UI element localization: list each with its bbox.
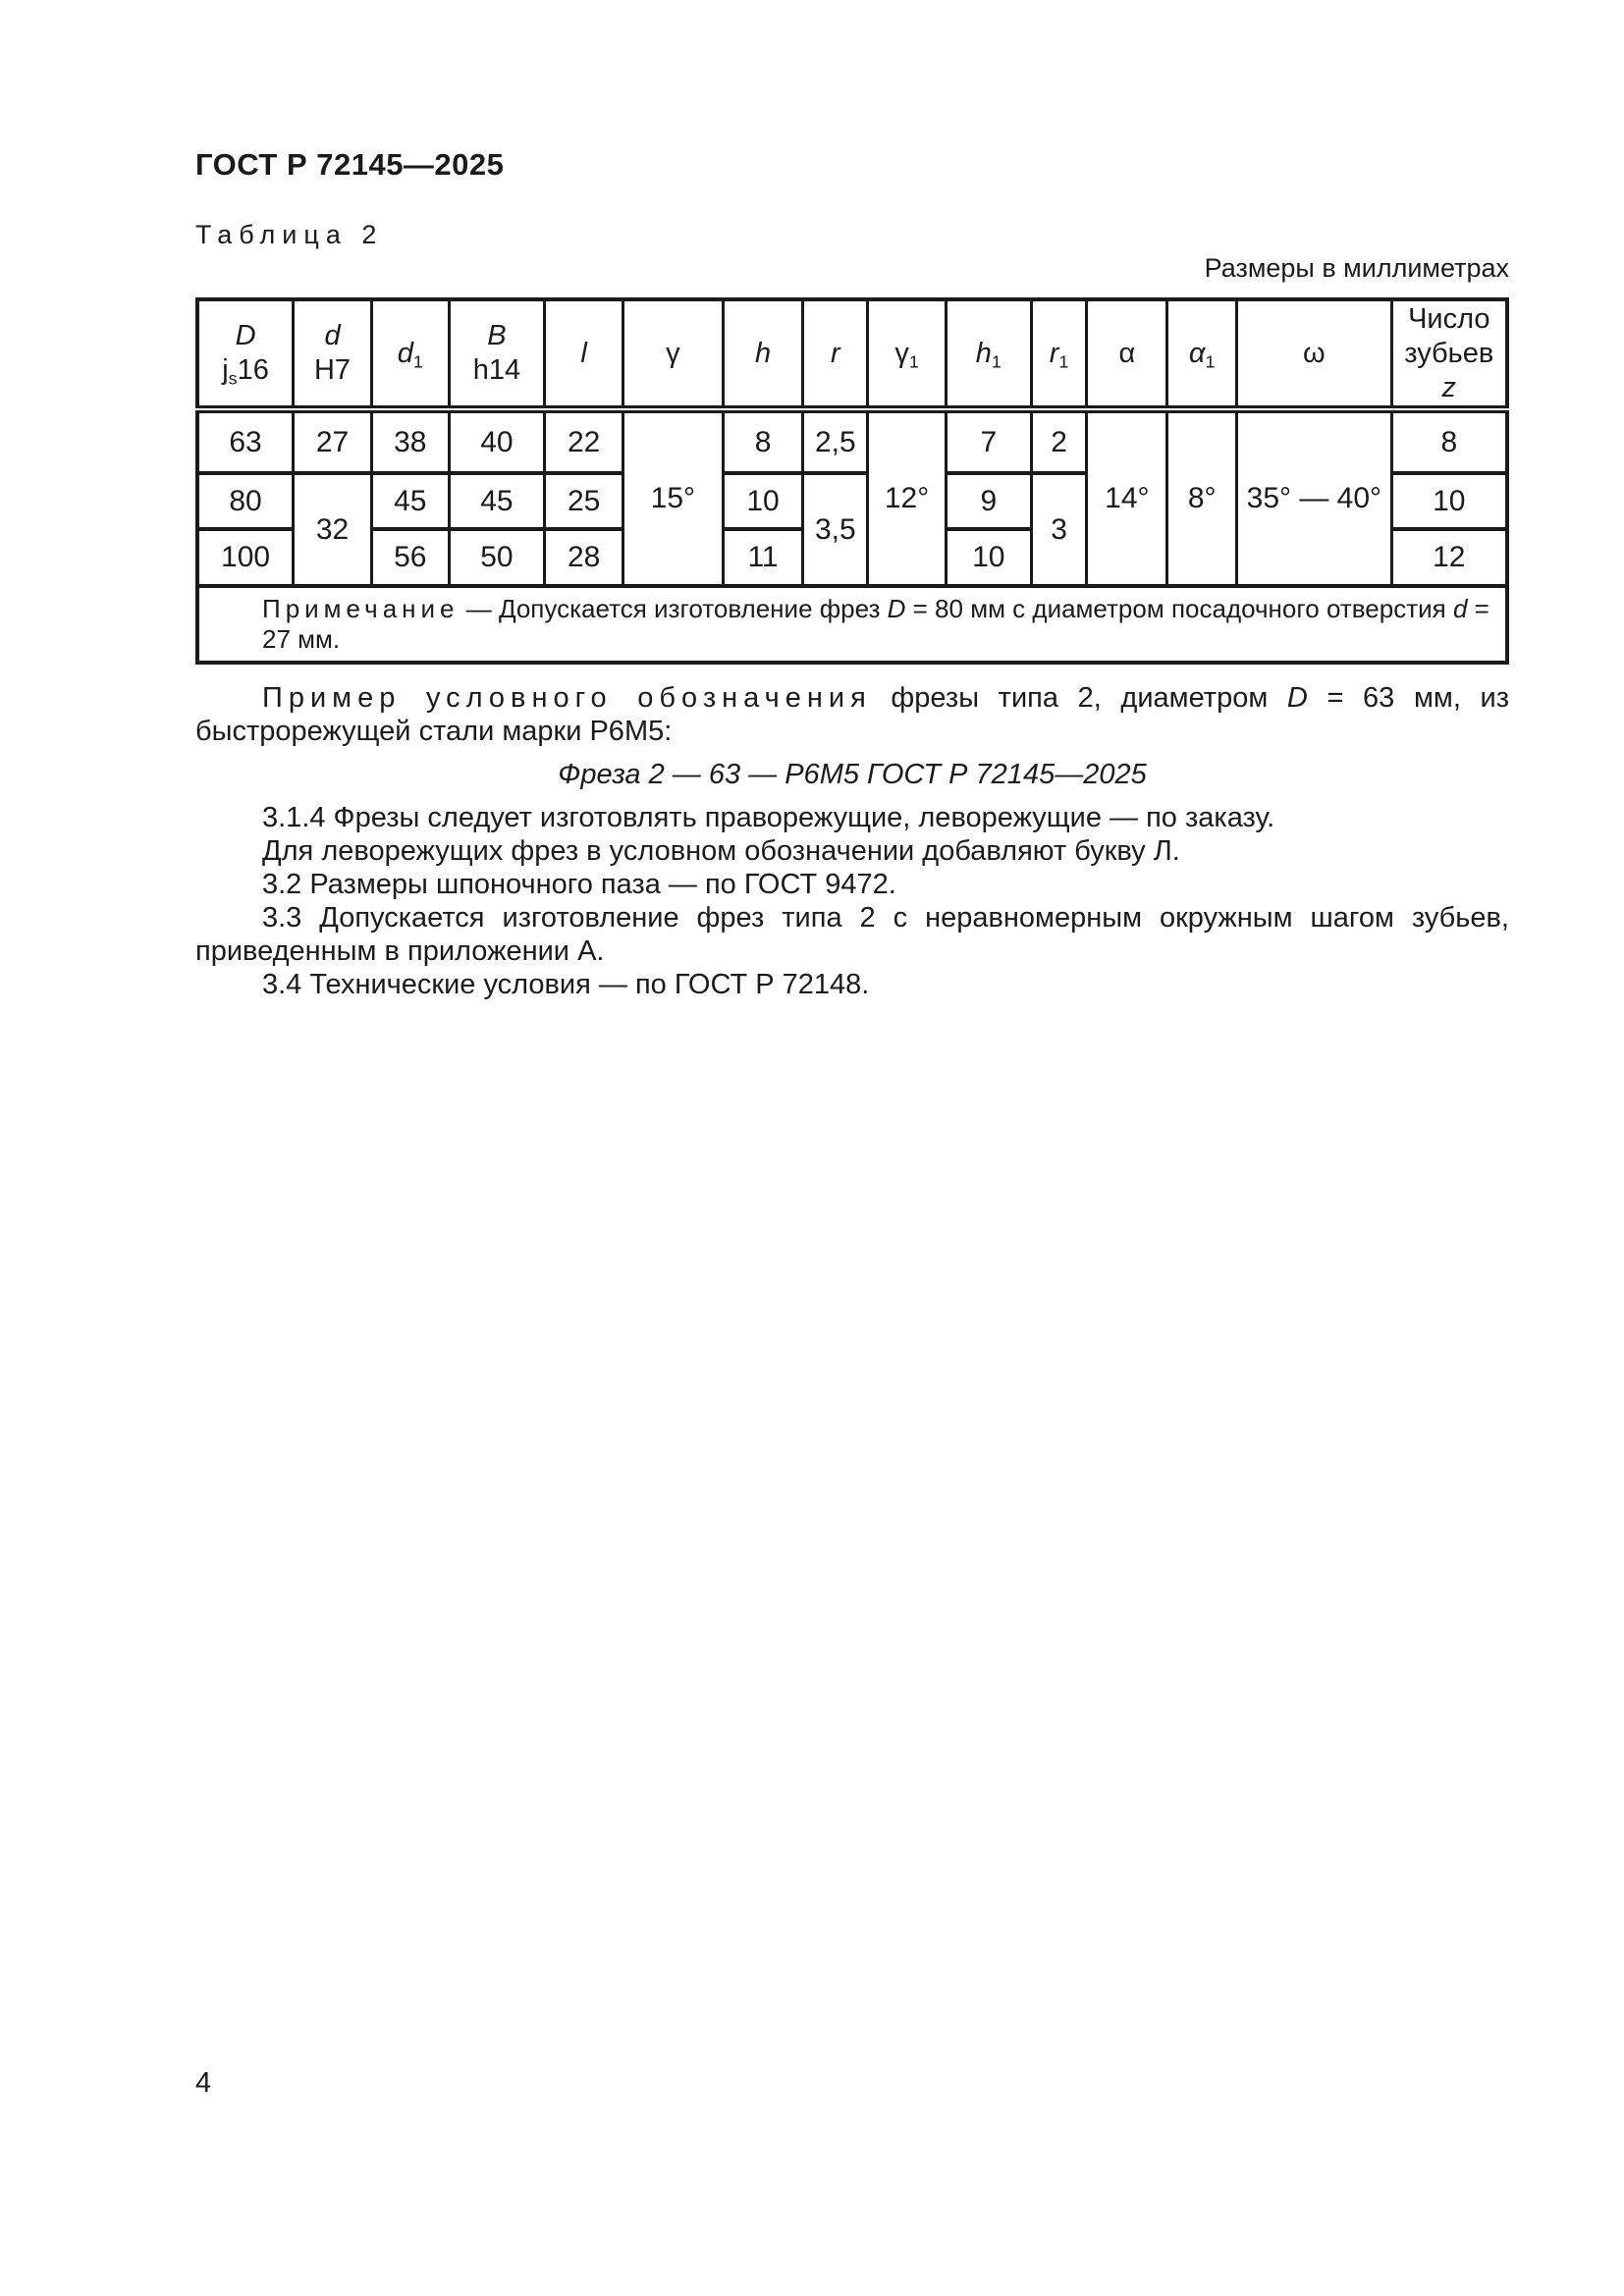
paragraph-3-3: 3.3 Допускается изготовление фрез типа 2 с неравномерным окружным шагом зубьев, приведенным в приложении А.	[195, 902, 1509, 967]
document-code-header: ГОСТ Р 72145—2025	[195, 147, 505, 182]
cell-l-row2: 25	[545, 473, 623, 529]
paragraph-3-1-4-continued: Для леворежущих фрез в условном обозначении добавляют букву Л.	[262, 835, 1180, 867]
cell-h1-row1: 7	[946, 409, 1031, 473]
cell-r1-row2: 3	[1031, 473, 1087, 586]
column-header-alpha1: $\alpha_1$	[1167, 299, 1237, 409]
cell-h1-row3: 10	[946, 529, 1031, 586]
column-header-alpha: α	[1087, 299, 1167, 409]
column-header-d: d H7	[294, 299, 372, 409]
cell-d-row2: 32	[294, 473, 372, 586]
example-intro-paragraph: Пример условного обозначения фрезы типа 2, диаметром D = 63 мм, из быстрорежущей стали марки Р6М5:	[195, 682, 1509, 747]
body-text-block	[195, 681, 1509, 1001]
cell-z-row1: 8	[1391, 409, 1507, 473]
column-header-gamma1: $\gamma_1$	[868, 299, 947, 409]
cell-r1-row1: 2	[1031, 409, 1087, 473]
cell-l-row3: 28	[545, 529, 623, 586]
cell-h-row2: 10	[723, 473, 803, 529]
cell-alpha1-row1: 8°	[1167, 409, 1237, 586]
cell-z-row3: 12	[1391, 529, 1507, 586]
column-header-d1: $d_1$	[371, 299, 449, 409]
column-header-B: B h14	[449, 299, 545, 409]
column-header-omega: ω	[1237, 299, 1392, 409]
column-header-r1: $r_1$	[1031, 299, 1087, 409]
cell-h1-row2: 9	[946, 473, 1031, 529]
cell-z-row2: 10	[1391, 473, 1507, 529]
cell-gamma-row1: 15°	[623, 409, 724, 586]
note-label: Примечание	[262, 594, 460, 623]
page-number: 4	[195, 2067, 212, 2099]
cell-gamma1-row1: 12°	[868, 409, 947, 586]
table-caption: Таблица 2	[195, 220, 384, 249]
cell-r-row1: 2,5	[803, 409, 868, 473]
column-header-D: D $j_s16$	[197, 299, 294, 409]
dimensions-table	[195, 297, 1509, 665]
cell-B-row3: 50	[449, 529, 545, 586]
cell-omega-row1: 35° — 40°	[1237, 409, 1392, 586]
designation-example: Фреза 2 — 63 — Р6М5 ГОСТ Р 72145—2025	[558, 759, 1147, 790]
column-header-z: Число зубьев z	[1391, 299, 1507, 409]
cell-B-row1: 40	[449, 409, 545, 473]
cell-d-row1: 27	[294, 409, 372, 473]
column-header-h1: $h_1$	[946, 299, 1031, 409]
cell-D-row1: 63	[197, 409, 294, 473]
cell-alpha-row1: 14°	[1087, 409, 1167, 586]
column-header-gamma: γ	[623, 299, 724, 409]
paragraph-3-1-4: 3.1.4 Фрезы следует изготовлять праворежущие, леворежущие — по заказу.	[262, 802, 1275, 833]
table-header-row	[197, 299, 1507, 409]
cell-d1-row2: 45	[371, 473, 449, 529]
cell-D-row2: 80	[197, 473, 294, 529]
cell-d1-row3: 56	[371, 529, 449, 586]
cell-d1-row1: 38	[371, 409, 449, 473]
cell-D-row3: 100	[197, 529, 294, 586]
column-header-l: l	[545, 299, 623, 409]
cell-r-row2: 3,5	[803, 473, 868, 586]
table-note-cell: Примечание — Допускается изготовление фрез D = 80 мм с диаметром посадочного отверстия d = 27 мм.	[197, 586, 1507, 663]
table-row-1	[197, 409, 1507, 473]
column-header-h: h	[723, 299, 803, 409]
cell-l-row1: 22	[545, 409, 623, 473]
paragraph-3-2: 3.2 Размеры шпоночного паза — по ГОСТ 9472.	[262, 869, 896, 900]
table-note-row	[197, 586, 1507, 663]
units-note: Размеры в миллиметрах	[1204, 253, 1509, 283]
cell-B-row2: 45	[449, 473, 545, 529]
column-header-r: r	[803, 299, 868, 409]
cell-h-row3: 11	[723, 529, 803, 586]
cell-h-row1: 8	[723, 409, 803, 473]
paragraph-3-4: 3.4 Технические условия — по ГОСТ Р 72148.	[262, 969, 870, 1000]
